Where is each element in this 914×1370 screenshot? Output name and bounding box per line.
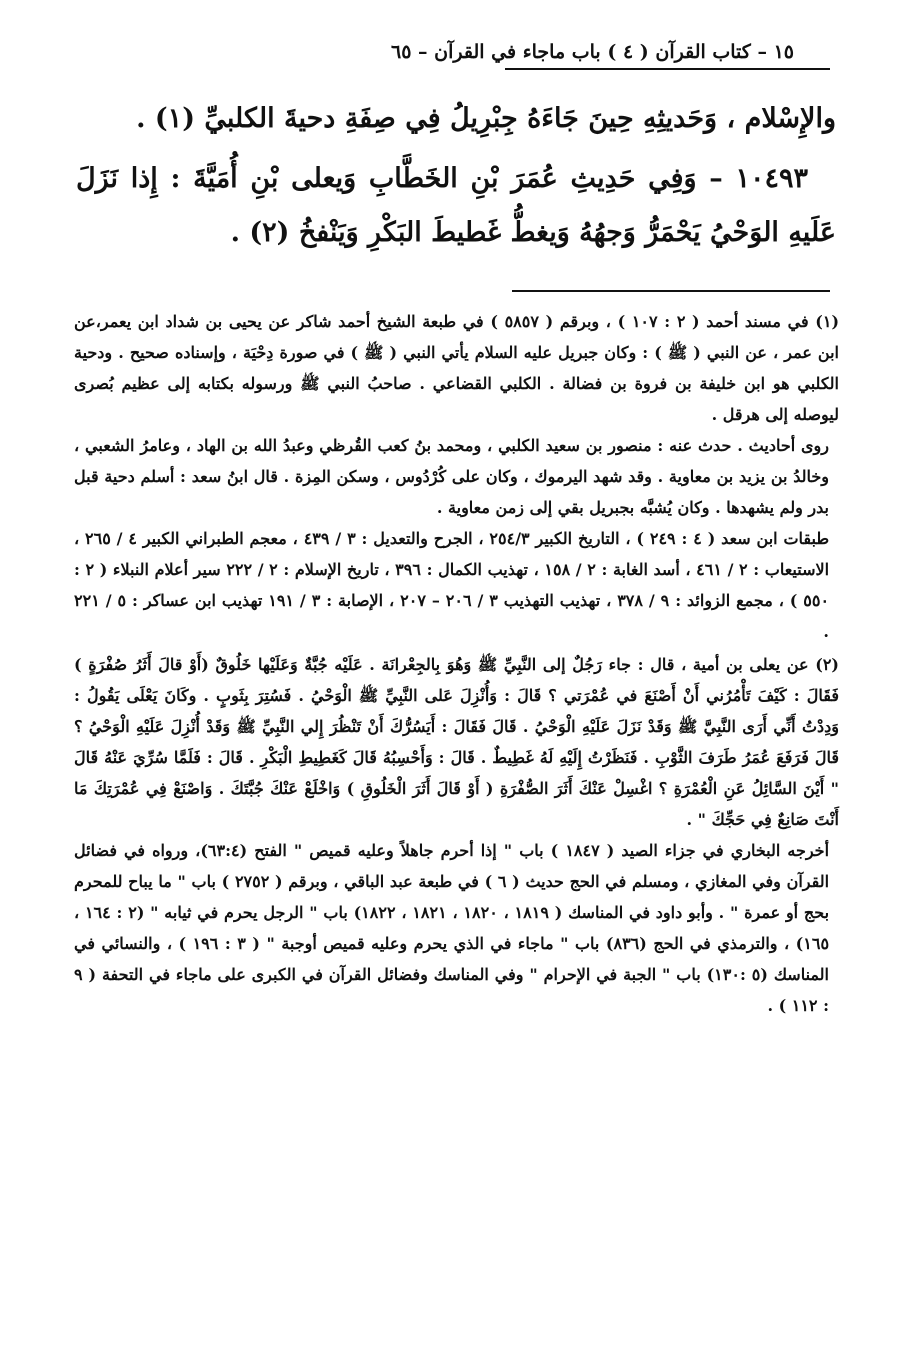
main-paragraph: والإِسْلام ، وَحَديثِهِ حِينَ جَاءَهُ جِبْرِيلُ فِي صِفَةِ دحيةَ الكلبيِّ (١) .: [136, 103, 836, 134]
footnote-2: (٢) عن يعلى بن أمية ، قال : جاء رَجُلٌ إلى النَّبِيِّ ﷺ وَهُوَ بِالجِعْرانَة . عَلَيْه جُبَّةٌ وَعَلَيْها خَلُوقٌ (أَوْ قالَ أَثَرُ صُفْرَةٍ ) فَقَالَ : كَيْفَ تَأْمُرُني أَنْ أَصْنَعَ في عُمْرَتي ؟ قَالَ : وَأُنْزِلَ عَلى النَّبِيِّ ﷺ الْوَحْيُ . فَسُتِرَ بِثَوبٍ . وكَانَ يَعْلَى يَقُولُ : وَدِدْتُ أَنِّي أَرَى النَّبِيَّ ﷺ وَقَدْ نَزَلَ عَلَيْهِ الْوَحْيُ . قَالَ فَقَالَ : أَيَسُرُّكَ أَنْ تَنْظُرَ إِلي النَّبِيِّ ﷺ وَقَدْ أُنْزِلَ عَلَيْهِ الْوَحْيُ ؟ قَالَ فَرَفَعَ عُمَرُ طَرَفَ الثَّوْبِ . فَنَظَرْتُ إِلَيْهِ لَهُ غَطِيطٌ . قَالَ : وَأَحْسِبُهُ قَالَ كَغَطِيطِ الْبَكْرِ . قَالَ : فَلَمَّا سُرِّيَ عَنْهُ قَالَ " أَيْنَ السَّائِلُ عَنِ الْعُمْرَةِ ؟ اغْسِلْ عَنْكَ أَثَرَ الصُّفْرَةِ ( أَوْ قَالَ أَثَرَ الْخَلُوقِ ) وَاخْلَعْ عَنْكَ جُبَّتَكَ . وَاصْنَعْ فِي عُمْرَتِكَ مَا أَنْتَ صَانِعٌ فِي حَجِّكَ " .: [74, 655, 839, 829]
hadith-paragraph: ١٠٤٩٣ – وَفِي حَدِيثِ عُمَرَ بْنِ الخَطَّابِ وَيعلى بْنِ أُمَيَّةَ : إِذا نَزَلَ عَلَيهِ الوَحْيُ يَحْمَرُّ وَجهُهُ وَيغطُّ غَطيطَ البَكْرِ وَيَنْفخُ (٢) .: [76, 163, 836, 248]
footnote-1-references: طبقات ابن سعد ( ٤ : ٢٤٩ ) ، التاريخ الكبير ٢٥٤/٣ ، الجرح والتعديل : ٣ / ٤٣٩ ، معجم الطبراني الكبير ٤ / ٢٦٥ ، الاستيعاب : ٢ / ٤٦١ ، أسد الغابة : ٢ / ١٥٨ ، تهذيب الكمال : ٣٩٦ ، تاريخ الإسلام : ٢ / ٢٢٢ سير أعلام النبلاء ( ٢ : ٥٥٠ ) ، مجمع الزوائد : ٩ / ٣٧٨ ، تهذيب التهذيب ٣ / ٢٠٦ – ٢٠٧ ، الإصابة : ٣ / ١٩١ تهذيب ابن عساكر : ٥ / ٢٢١ .: [74, 529, 830, 641]
footnote-1: (١) في مسند أحمد ( ٢ : ١٠٧ ) ، وبرقم ( ٥٨٥٧ ) في طبعة الشيخ أحمد شاكر عن يحيى بن شداد ابن يعمر،عن ابن عمر ، عن النبي ( ﷺ ) : وكان جبريل عليه السلام يأتي النبي ( ﷺ ) في صورة دِحْيَة ، وإسناده صحيح . ودحية الكلبي هو ابن خليفة بن فروة بن فضالة . الكلبي القضاعي . صاحبُ النبي ﷺ ورسوله بكتابه إلى عظيم بُصرى ليوصله إلى هرقل .: [74, 312, 840, 424]
footnote-1-biography: روى أحاديث . حدث عنه : منصور بن سعيد الكلبي ، ومحمد بنُ كعب القُرظي وعبدُ الله بن الهاد ، وعامرُ الشعبي ، وخالدُ بن يزيد بن معاوية . وقد شهد اليرموك ، وكان على كُرْدُوس ، وسكن المِزة . قال ابنُ سعد : أسلم دحية قبل بدر ولم يشهدها . وكان يُشبَّه بجبريل بقي إلى زمن معاوية .: [74, 436, 829, 517]
footnote-2-references: أخرجه البخاري في جزاء الصيد ( ١٨٤٧ ) باب " إذا أحرم جاهلاً وعليه قميص " الفتح (٦٣:٤)، ورواه في فضائل القرآن وفي المغازي ، ومسلم في الحج حديث ( ٦ ) في طبعة عبد الباقي ، وبرقم ( ٢٧٥٢ ) باب " ما يباح للمحرم بحج أو عمرة " . وأبو داود في المناسك ( ١٨١٩ ، ١٨٢٠ ، ١٨٢١ ، ١٨٢٢) باب " الرجل يحرم في ثيابه " (٢ : ١٦٤ ، ١٦٥) ، والترمذي في الحج (٨٣٦) باب " ماجاء في الذي يحرم وعليه قميص أوجبة " ( ٣ : ١٩٦ ) ، والنسائي في المناسك (٥ :١٣٠) باب " الجبة في الإحرام " وفي المناسك وفضائل القرآن في الكبرى على ماجاء في التحفة ( ٩ : ١١٢ ) .: [74, 841, 830, 1015]
header-rule: [505, 68, 830, 70]
running-header: ١٥ – كتاب القرآن ( ٤ ) باب ماجاء في القرآن – ٦٥: [391, 41, 794, 63]
main-text: [76, 92, 836, 266]
footnote-separator: [512, 290, 830, 292]
footnotes: [74, 304, 839, 1021]
